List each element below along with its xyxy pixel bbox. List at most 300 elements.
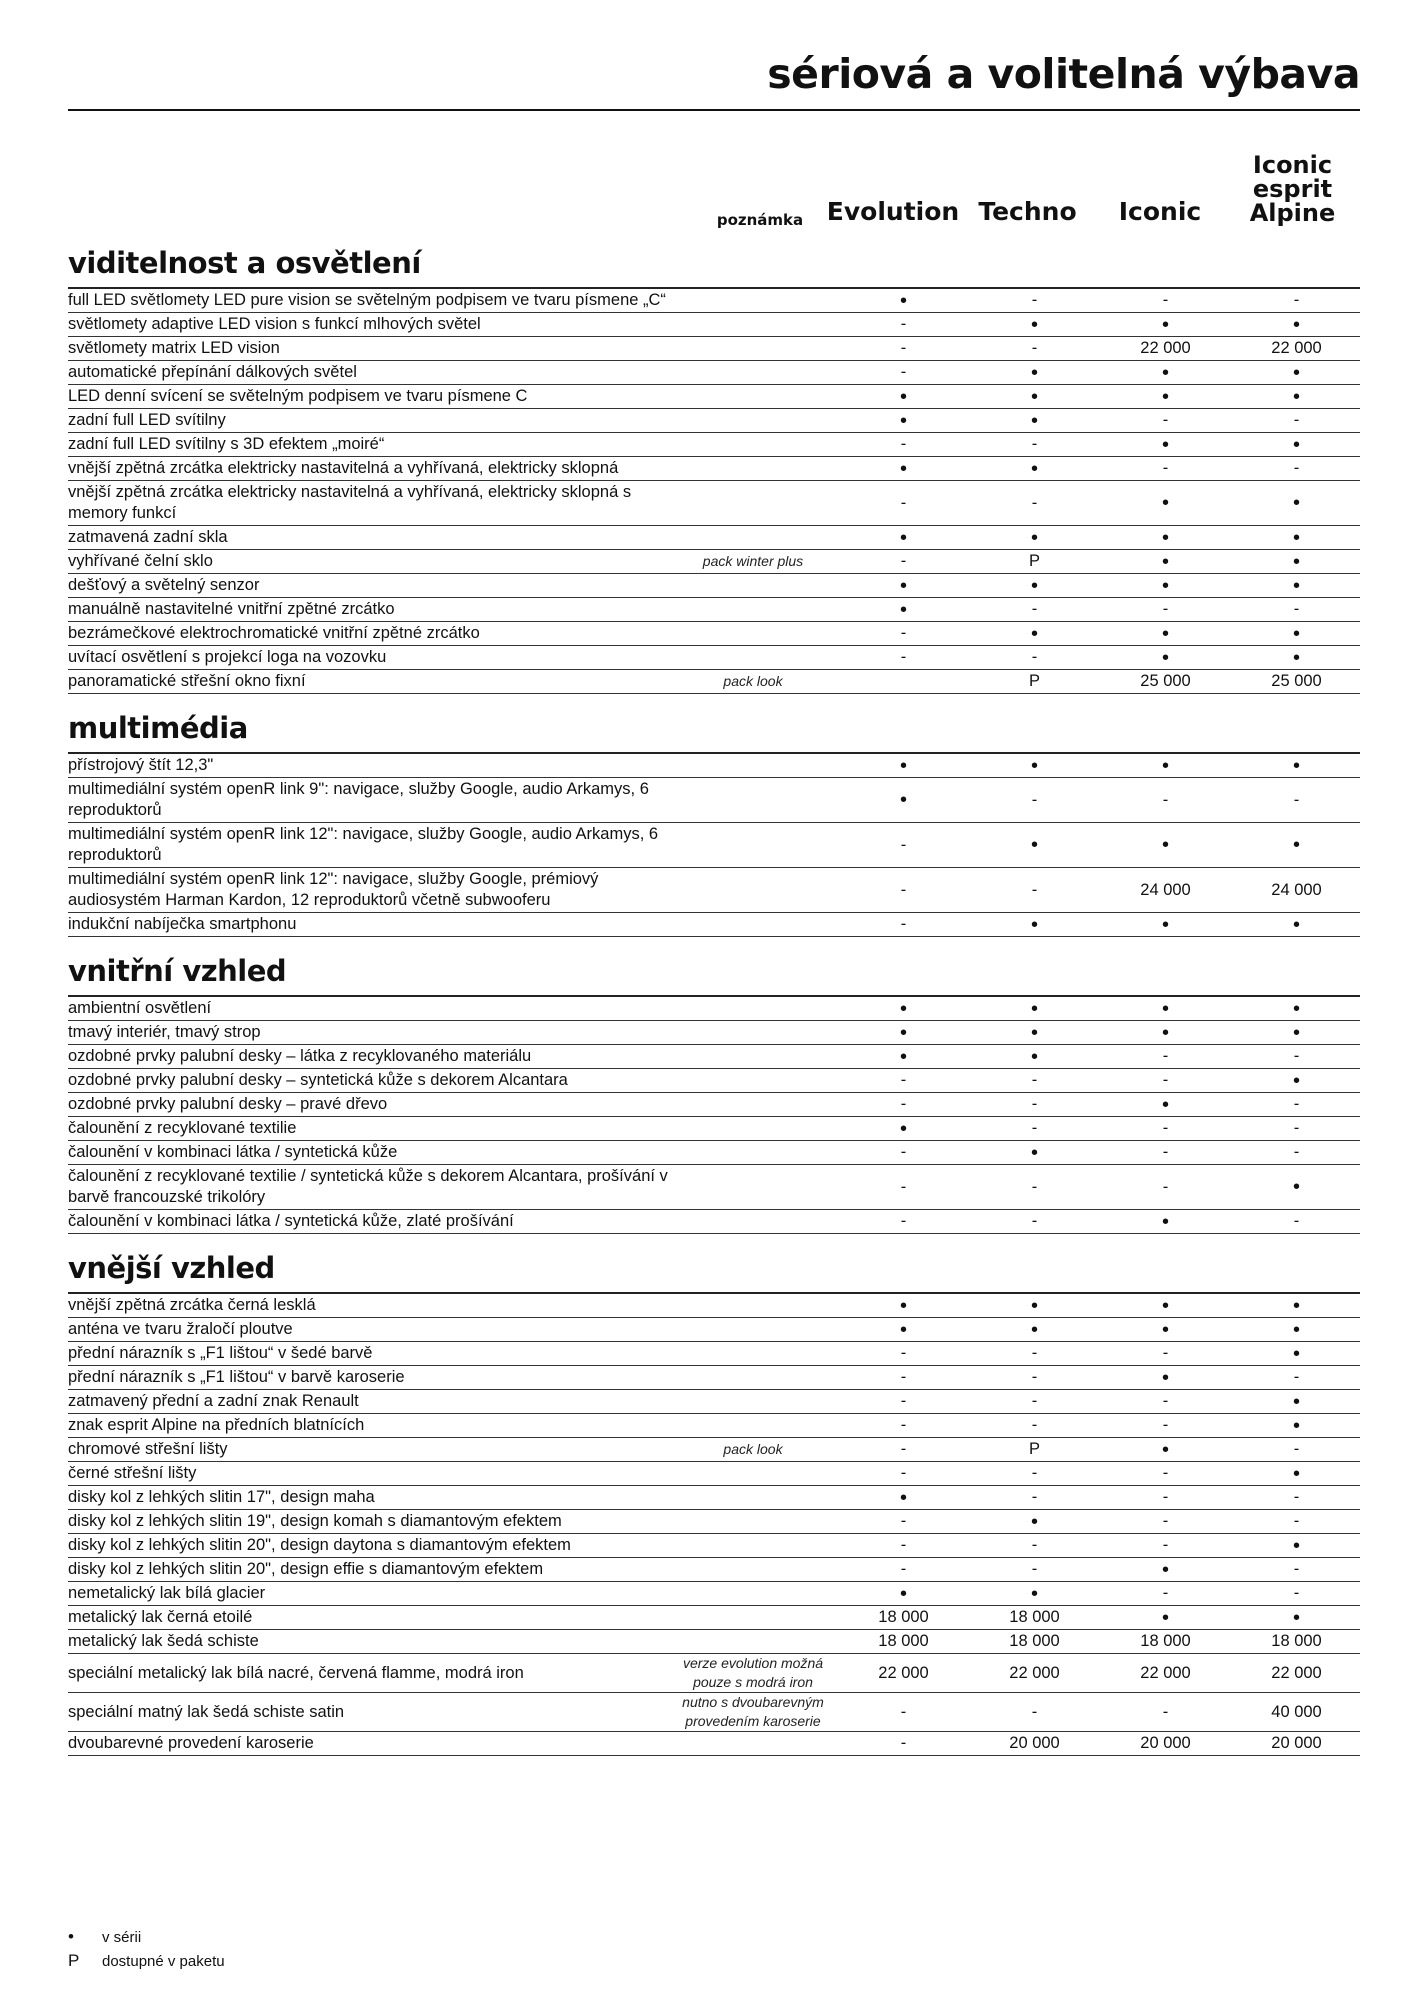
table-row bbox=[68, 1534, 1360, 1558]
value-evolution: - bbox=[900, 435, 907, 453]
table-row bbox=[68, 574, 1360, 598]
value-techno: • bbox=[1030, 834, 1038, 856]
table-row bbox=[68, 646, 1360, 670]
value-evolution: - bbox=[900, 1071, 907, 1089]
table-row bbox=[68, 457, 1360, 481]
section-rows bbox=[68, 287, 1360, 694]
value-iconic: • bbox=[1161, 1606, 1169, 1629]
value-iconic: - bbox=[1162, 1344, 1169, 1362]
table-row bbox=[68, 1210, 1360, 1234]
value-evolution: - bbox=[900, 1440, 907, 1458]
feature-label: tmavý interiér, tmavý strop bbox=[68, 1023, 261, 1041]
value-iconic: - bbox=[1162, 411, 1169, 429]
table-row bbox=[68, 385, 1360, 409]
title-divider bbox=[68, 109, 1360, 111]
section-title: viditelnost a osvětlení bbox=[68, 246, 421, 280]
value-iconic: - bbox=[1162, 600, 1169, 618]
table-row bbox=[68, 913, 1360, 937]
value-techno: 18 000 bbox=[1009, 1608, 1060, 1626]
value-evolution: - bbox=[900, 1177, 907, 1196]
feature-label: zadní full LED svítilny bbox=[68, 411, 226, 429]
value-iconic: • bbox=[1161, 913, 1169, 936]
package-icon: P bbox=[68, 1951, 80, 1970]
value-iconic: 18 000 bbox=[1140, 1632, 1191, 1650]
value-iconic: • bbox=[1161, 622, 1169, 645]
feature-label: přístrojový štít 12,3" bbox=[68, 756, 214, 774]
table-row bbox=[68, 1366, 1360, 1390]
value-alpine: • bbox=[1292, 622, 1300, 645]
value-evolution: • bbox=[899, 1294, 907, 1317]
value-iconic: - bbox=[1162, 1177, 1169, 1196]
value-evolution: - bbox=[900, 1464, 907, 1482]
value-techno: P bbox=[1028, 1440, 1040, 1458]
feature-label: přední nárazník s „F1 lištou“ v barvě karoserie bbox=[68, 1368, 405, 1386]
table-row bbox=[68, 409, 1360, 433]
value-iconic: 22 000 bbox=[1140, 339, 1191, 357]
page-title: sériová a volitelná výbava bbox=[767, 50, 1360, 98]
feature-label: indukční nabíječka smartphonu bbox=[68, 915, 297, 933]
feature-label: nemetalický lak bílá glacier bbox=[68, 1584, 266, 1602]
legend bbox=[68, 1925, 225, 1973]
value-iconic: - bbox=[1162, 1512, 1169, 1530]
column-header-iconic: Iconic bbox=[1118, 197, 1202, 226]
feature-label: uvítací osvětlení s projekcí loga na vozovku bbox=[68, 648, 387, 666]
feature-label: disky kol z lehkých slitin 20", design effie s diamantovým efektem bbox=[68, 1560, 544, 1578]
table-row bbox=[68, 361, 1360, 385]
table-row bbox=[68, 778, 1360, 823]
feature-label: anténa ve tvaru žraločí ploutve bbox=[68, 1320, 293, 1338]
value-techno: • bbox=[1030, 1141, 1038, 1164]
column-header-note: poznámka bbox=[716, 211, 804, 229]
table-row bbox=[68, 1117, 1360, 1141]
value-iconic: • bbox=[1161, 1438, 1169, 1461]
value-alpine: • bbox=[1292, 997, 1300, 1020]
value-iconic: 24 000 bbox=[1140, 880, 1191, 899]
table-row bbox=[68, 1462, 1360, 1486]
feature-label: znak esprit Alpine na předních blatnících bbox=[68, 1416, 365, 1434]
value-evolution: • bbox=[899, 289, 907, 312]
feature-label: disky kol z lehkých slitin 20", design daytona s diamantovým efektem bbox=[68, 1536, 571, 1554]
feature-label: zatmavená zadní skla bbox=[68, 528, 228, 546]
feature-label: chromové střešní lišty bbox=[68, 1440, 228, 1458]
value-alpine: - bbox=[1293, 459, 1300, 477]
value-iconic: • bbox=[1161, 646, 1169, 669]
feature-note: pack winter plus bbox=[702, 553, 804, 569]
feature-label: dvoubarevné provedení karoserie bbox=[68, 1734, 314, 1752]
legend-item-standard bbox=[68, 1925, 225, 1949]
value-evolution: - bbox=[900, 363, 907, 381]
value-techno: - bbox=[1031, 1392, 1038, 1410]
table-row bbox=[68, 1732, 1360, 1756]
value-alpine: • bbox=[1292, 1414, 1300, 1437]
value-evolution: - bbox=[900, 339, 907, 357]
value-evolution: - bbox=[900, 1392, 907, 1410]
value-evolution: • bbox=[899, 754, 907, 777]
value-iconic: • bbox=[1161, 574, 1169, 597]
feature-label: vnější zpětná zrcátka elektricky nastavitelná a vyhřívaná, elektricky sklopná s memory funkcí bbox=[68, 483, 632, 522]
value-alpine: - bbox=[1293, 1095, 1300, 1113]
value-alpine: - bbox=[1293, 1560, 1300, 1578]
value-iconic: • bbox=[1161, 1021, 1169, 1044]
feature-label: full LED světlomety LED pure vision se světelným podpisem ve tvaru písmene „C“ bbox=[68, 291, 666, 309]
value-alpine: 40 000 bbox=[1271, 1702, 1322, 1721]
value-alpine: • bbox=[1292, 574, 1300, 597]
value-evolution: - bbox=[900, 1212, 907, 1230]
value-alpine: - bbox=[1293, 1143, 1300, 1161]
value-techno: • bbox=[1030, 1582, 1038, 1605]
feature-label: zadní full LED svítilny s 3D efektem „moiré“ bbox=[68, 435, 385, 453]
value-evolution: - bbox=[900, 835, 907, 854]
column-header-alpine-line1: Iconic bbox=[1252, 151, 1333, 179]
value-alpine: - bbox=[1293, 1440, 1300, 1458]
value-iconic: 22 000 bbox=[1140, 1663, 1191, 1682]
table-row bbox=[68, 1558, 1360, 1582]
value-iconic: - bbox=[1162, 1702, 1169, 1721]
value-iconic: - bbox=[1162, 1416, 1169, 1434]
column-header-iconic-esprit-alpine bbox=[1225, 153, 1360, 225]
section-title: multimédia bbox=[68, 711, 248, 745]
value-techno: - bbox=[1031, 493, 1038, 512]
value-techno: - bbox=[1031, 1702, 1038, 1721]
value-techno: • bbox=[1030, 1045, 1038, 1068]
value-iconic: • bbox=[1161, 385, 1169, 408]
value-techno: • bbox=[1030, 385, 1038, 408]
feature-label: speciální metalický lak bílá nacré, červená flamme, modrá iron bbox=[68, 1663, 524, 1682]
value-evolution: 18 000 bbox=[878, 1608, 929, 1626]
table-row bbox=[68, 754, 1360, 778]
value-iconic: 20 000 bbox=[1140, 1734, 1191, 1752]
value-alpine: 18 000 bbox=[1271, 1632, 1322, 1650]
feature-label: dešťový a světelný senzor bbox=[68, 576, 260, 594]
column-header-alpine-line2: esprit bbox=[1252, 175, 1333, 203]
table-row bbox=[68, 313, 1360, 337]
value-evolution: 22 000 bbox=[878, 1663, 929, 1682]
value-techno: 20 000 bbox=[1009, 1734, 1060, 1752]
value-alpine: • bbox=[1292, 385, 1300, 408]
value-evolution: 18 000 bbox=[878, 1632, 929, 1650]
value-alpine: • bbox=[1292, 754, 1300, 777]
value-evolution: • bbox=[899, 1486, 907, 1509]
value-evolution: - bbox=[900, 1368, 907, 1386]
value-techno: • bbox=[1030, 574, 1038, 597]
table-row bbox=[68, 1390, 1360, 1414]
value-iconic: • bbox=[1161, 1318, 1169, 1341]
feature-label: světlomety adaptive LED vision s funkcí mlhových světel bbox=[68, 315, 481, 333]
table-row bbox=[68, 670, 1360, 694]
section-rows bbox=[68, 752, 1360, 937]
value-alpine: - bbox=[1293, 1512, 1300, 1530]
feature-label: manuálně nastavitelné vnitřní zpětné zrcátko bbox=[68, 600, 395, 618]
table-row bbox=[68, 1021, 1360, 1045]
value-techno: - bbox=[1031, 1488, 1038, 1506]
table-row bbox=[68, 1342, 1360, 1366]
feature-label: černé střešní lišty bbox=[68, 1464, 197, 1482]
value-iconic: • bbox=[1161, 1366, 1169, 1389]
value-iconic: • bbox=[1161, 834, 1169, 856]
column-header-evolution: Evolution bbox=[826, 197, 960, 226]
value-iconic: • bbox=[1161, 492, 1169, 514]
value-evolution: • bbox=[899, 574, 907, 597]
table-row bbox=[68, 481, 1360, 526]
feature-label: ozdobné prvky palubní desky – látka z recyklovaného materiálu bbox=[68, 1047, 532, 1065]
value-techno: - bbox=[1031, 1464, 1038, 1482]
value-evolution: - bbox=[900, 1734, 907, 1752]
value-alpine: • bbox=[1292, 646, 1300, 669]
table-row bbox=[68, 868, 1360, 913]
column-header-techno: Techno bbox=[978, 197, 1077, 226]
value-techno: • bbox=[1030, 361, 1038, 384]
value-evolution: • bbox=[899, 598, 907, 621]
table-row bbox=[68, 1045, 1360, 1069]
value-techno: • bbox=[1030, 1510, 1038, 1533]
value-alpine: • bbox=[1292, 1021, 1300, 1044]
section-rows bbox=[68, 1292, 1360, 1756]
table-row bbox=[68, 433, 1360, 457]
table-row bbox=[68, 1165, 1360, 1210]
feature-label: ozdobné prvky palubní desky – syntetická kůže s dekorem Alcantara bbox=[68, 1071, 568, 1089]
value-techno: • bbox=[1030, 526, 1038, 549]
value-techno: - bbox=[1031, 600, 1038, 618]
table-row bbox=[68, 337, 1360, 361]
value-iconic: • bbox=[1161, 997, 1169, 1020]
table-row bbox=[68, 550, 1360, 574]
equipment-table bbox=[68, 243, 1360, 1756]
value-alpine: 22 000 bbox=[1271, 339, 1322, 357]
value-evolution: • bbox=[899, 1021, 907, 1044]
value-iconic: - bbox=[1162, 1071, 1169, 1089]
feature-label: LED denní svícení se světelným podpisem ve tvaru písmene C bbox=[68, 387, 528, 405]
value-iconic: • bbox=[1161, 433, 1169, 456]
value-alpine: 25 000 bbox=[1271, 672, 1322, 690]
value-iconic: - bbox=[1162, 1488, 1169, 1506]
value-iconic: - bbox=[1162, 1143, 1169, 1161]
feature-label: čalounění v kombinaci látka / syntetická kůže, zlaté prošívání bbox=[68, 1212, 514, 1230]
section-rows bbox=[68, 995, 1360, 1234]
table-row bbox=[68, 598, 1360, 622]
value-techno: - bbox=[1031, 339, 1038, 357]
value-alpine: • bbox=[1292, 1342, 1300, 1365]
feature-label: bezrámečkové elektrochromatické vnitřní zpětné zrcátko bbox=[68, 624, 480, 642]
value-alpine: 22 000 bbox=[1271, 1663, 1322, 1682]
section-title: vnitřní vzhled bbox=[68, 954, 287, 988]
column-header-alpine-line3: Alpine bbox=[1249, 199, 1336, 227]
value-techno: • bbox=[1030, 622, 1038, 645]
value-evolution: • bbox=[899, 789, 907, 811]
value-techno: 18 000 bbox=[1009, 1632, 1060, 1650]
feature-label: disky kol z lehkých slitin 17", design maha bbox=[68, 1488, 375, 1506]
value-alpine: - bbox=[1293, 291, 1300, 309]
value-techno: - bbox=[1031, 1212, 1038, 1230]
value-iconic: • bbox=[1161, 754, 1169, 777]
table-row bbox=[68, 823, 1360, 868]
value-alpine: • bbox=[1292, 1390, 1300, 1413]
section-multimedia bbox=[68, 708, 1360, 937]
value-iconic: - bbox=[1162, 790, 1169, 809]
feature-label: přední nárazník s „F1 lištou“ v šedé barvě bbox=[68, 1344, 373, 1362]
legend-text: v sérii bbox=[102, 1928, 142, 1946]
value-iconic: • bbox=[1161, 361, 1169, 384]
value-techno: • bbox=[1030, 913, 1038, 936]
value-alpine: • bbox=[1292, 1176, 1300, 1198]
value-alpine: • bbox=[1292, 1462, 1300, 1485]
legend-item-package bbox=[68, 1949, 225, 1973]
value-techno: • bbox=[1030, 313, 1038, 336]
value-techno: P bbox=[1028, 672, 1040, 690]
value-alpine: • bbox=[1292, 834, 1300, 856]
value-techno: • bbox=[1030, 1318, 1038, 1341]
feature-label: vnější zpětná zrcátka elektricky nastavitelná a vyhřívaná, elektricky sklopná bbox=[68, 459, 619, 477]
value-evolution: • bbox=[899, 1045, 907, 1068]
value-iconic: - bbox=[1162, 1584, 1169, 1602]
value-techno: - bbox=[1031, 1177, 1038, 1196]
value-evolution: - bbox=[900, 880, 907, 899]
value-techno: • bbox=[1030, 457, 1038, 480]
value-alpine: 20 000 bbox=[1271, 1734, 1322, 1752]
value-iconic: • bbox=[1161, 550, 1169, 573]
table-row bbox=[68, 1414, 1360, 1438]
value-alpine: • bbox=[1292, 361, 1300, 384]
table-row bbox=[68, 622, 1360, 646]
feature-note: verze evolution možná pouze s modrá iron bbox=[682, 1655, 824, 1690]
value-alpine: - bbox=[1293, 1488, 1300, 1506]
value-evolution: - bbox=[900, 552, 907, 570]
value-techno: 22 000 bbox=[1009, 1663, 1060, 1682]
value-iconic: • bbox=[1161, 1558, 1169, 1581]
value-alpine: - bbox=[1293, 1047, 1300, 1065]
value-evolution: - bbox=[900, 915, 907, 933]
table-row bbox=[68, 1654, 1360, 1693]
feature-note: pack look bbox=[723, 673, 783, 689]
value-evolution: - bbox=[900, 315, 907, 333]
value-techno: - bbox=[1031, 1416, 1038, 1434]
feature-note: nutno s dvoubarevným provedením karoserie bbox=[682, 1694, 824, 1729]
value-techno: - bbox=[1031, 790, 1038, 809]
table-row bbox=[68, 1582, 1360, 1606]
section-viditelnost bbox=[68, 243, 1360, 694]
value-techno: - bbox=[1031, 1344, 1038, 1362]
value-evolution: • bbox=[899, 1318, 907, 1341]
value-techno: - bbox=[1031, 1095, 1038, 1113]
value-techno: • bbox=[1030, 409, 1038, 432]
value-alpine: • bbox=[1292, 1318, 1300, 1341]
feature-label: vnější zpětná zrcátka černá lesklá bbox=[68, 1296, 316, 1314]
feature-note: pack look bbox=[723, 1441, 783, 1457]
feature-label: ambientní osvětlení bbox=[68, 999, 212, 1017]
feature-label: čalounění v kombinaci látka / syntetická kůže bbox=[68, 1143, 398, 1161]
value-alpine: • bbox=[1292, 1294, 1300, 1317]
value-techno: - bbox=[1031, 1560, 1038, 1578]
value-alpine: - bbox=[1293, 1212, 1300, 1230]
value-alpine: • bbox=[1292, 1069, 1300, 1092]
value-techno: • bbox=[1030, 1021, 1038, 1044]
value-evolution: - bbox=[900, 1536, 907, 1554]
value-evolution: - bbox=[900, 624, 907, 642]
value-iconic: • bbox=[1161, 1210, 1169, 1233]
value-alpine: • bbox=[1292, 550, 1300, 573]
value-alpine: - bbox=[1293, 1584, 1300, 1602]
table-row bbox=[68, 1093, 1360, 1117]
table-row bbox=[68, 1438, 1360, 1462]
value-alpine: • bbox=[1292, 913, 1300, 936]
table-row bbox=[68, 1318, 1360, 1342]
feature-label: ozdobné prvky palubní desky – pravé dřevo bbox=[68, 1095, 388, 1113]
feature-label: disky kol z lehkých slitin 19", design komah s diamantovým efektem bbox=[68, 1512, 562, 1530]
value-iconic: - bbox=[1162, 1392, 1169, 1410]
table-row bbox=[68, 526, 1360, 550]
table-row bbox=[68, 997, 1360, 1021]
value-iconic: - bbox=[1162, 1536, 1169, 1554]
value-techno: - bbox=[1031, 1119, 1038, 1137]
value-alpine: • bbox=[1292, 1606, 1300, 1629]
table-row bbox=[68, 1510, 1360, 1534]
value-evolution: • bbox=[899, 526, 907, 549]
value-evolution: - bbox=[900, 1416, 907, 1434]
value-alpine: • bbox=[1292, 433, 1300, 456]
value-iconic: • bbox=[1161, 1294, 1169, 1317]
value-techno: - bbox=[1031, 1368, 1038, 1386]
value-alpine: • bbox=[1292, 313, 1300, 336]
value-evolution: • bbox=[899, 1117, 907, 1140]
value-iconic: - bbox=[1162, 459, 1169, 477]
value-iconic: - bbox=[1162, 1464, 1169, 1482]
value-evolution: • bbox=[899, 457, 907, 480]
value-evolution: - bbox=[900, 1143, 907, 1161]
value-techno: • bbox=[1030, 754, 1038, 777]
value-iconic: - bbox=[1162, 291, 1169, 309]
value-techno: - bbox=[1031, 1071, 1038, 1089]
section-vnitrni-vzhled bbox=[68, 951, 1360, 1234]
value-iconic: - bbox=[1162, 1047, 1169, 1065]
value-iconic: 25 000 bbox=[1140, 672, 1191, 690]
value-techno: - bbox=[1031, 291, 1038, 309]
value-iconic: - bbox=[1162, 1119, 1169, 1137]
value-techno: • bbox=[1030, 997, 1038, 1020]
bullet-icon: • bbox=[68, 1927, 74, 1946]
feature-label: světlomety matrix LED vision bbox=[68, 339, 280, 357]
feature-label: automatické přepínání dálkových světel bbox=[68, 363, 357, 381]
value-alpine: - bbox=[1293, 1119, 1300, 1137]
value-evolution: - bbox=[900, 1512, 907, 1530]
value-alpine: - bbox=[1293, 411, 1300, 429]
table-row bbox=[68, 1693, 1360, 1732]
value-techno: - bbox=[1031, 648, 1038, 666]
value-techno: P bbox=[1028, 552, 1040, 570]
feature-label: metalický lak šedá schiste bbox=[68, 1632, 259, 1650]
feature-label: multimediální systém openR link 12": navigace, služby Google, audio Arkamys, 6 reproduktorů bbox=[68, 825, 659, 864]
table-row bbox=[68, 289, 1360, 313]
value-evolution: - bbox=[900, 1095, 907, 1113]
value-techno: - bbox=[1031, 435, 1038, 453]
value-evolution: • bbox=[899, 997, 907, 1020]
section-vnejsi-vzhled bbox=[68, 1248, 1360, 1756]
legend-text: dostupné v paketu bbox=[102, 1952, 225, 1970]
value-evolution: - bbox=[900, 1702, 907, 1721]
value-alpine: • bbox=[1292, 526, 1300, 549]
feature-label: speciální matný lak šedá schiste satin bbox=[68, 1702, 345, 1721]
feature-label: multimediální systém openR link 9": navigace, služby Google, audio Arkamys, 6 reproduktorů bbox=[68, 780, 649, 819]
value-iconic: • bbox=[1161, 313, 1169, 336]
feature-label: multimediální systém openR link 12": navigace, služby Google, prémiový audiosystém Harman Kardon, 12 reproduktorů včetně subwooferu bbox=[68, 870, 599, 909]
value-iconic: • bbox=[1161, 1093, 1169, 1116]
feature-label: čalounění z recyklované textilie bbox=[68, 1119, 297, 1137]
table-row bbox=[68, 1606, 1360, 1630]
value-evolution: • bbox=[899, 409, 907, 432]
value-alpine: • bbox=[1292, 492, 1300, 514]
table-row bbox=[68, 1486, 1360, 1510]
feature-label: zatmavený přední a zadní znak Renault bbox=[68, 1392, 359, 1410]
value-techno: - bbox=[1031, 1536, 1038, 1554]
feature-label: metalický lak černá etoilé bbox=[68, 1608, 253, 1626]
